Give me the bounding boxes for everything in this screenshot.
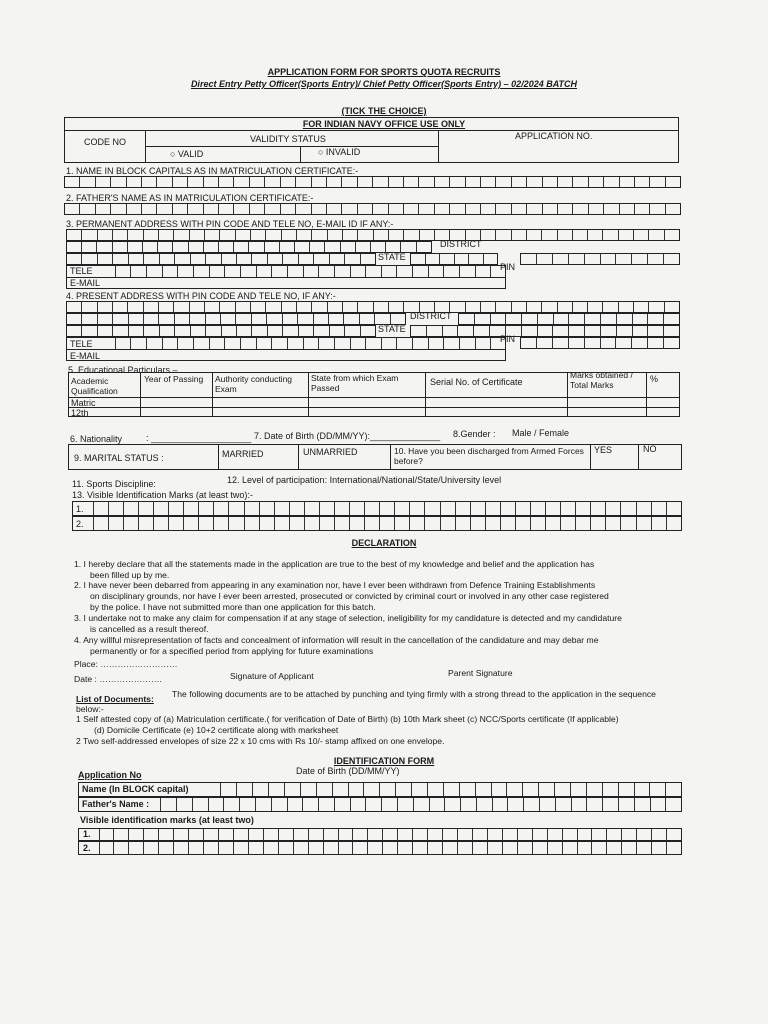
place-field[interactable]: Place: ………………………	[74, 659, 178, 669]
id-visible-marks-label: Visible identification marks (at least two)	[80, 815, 254, 825]
father-name-label: 2. FATHER'S NAME AS IN MATRICULATION CERTIFICATE:-	[66, 193, 314, 203]
present-address-label: 4. PRESENT ADDRESS WITH PIN CODE AND TELE NO, IF ANY:-	[66, 291, 336, 301]
father-name-boxes[interactable]	[64, 203, 681, 215]
pres-district-label: DISTRICT	[410, 311, 452, 321]
pres-pin-boxes[interactable]	[520, 337, 680, 349]
permanent-address-label: 3. PERMANENT ADDRESS WITH PIN CODE AND TELE NO, E-MAIL ID IF ANY:-	[66, 219, 394, 229]
marital-status-label: 9. MARITAL STATUS :	[74, 453, 164, 463]
perm-email-label: E-MAIL	[70, 278, 101, 288]
id-father-label: Father's Name :	[82, 799, 150, 809]
armed-no-option[interactable]: NO	[643, 444, 657, 454]
id-name-label: Name (In BLOCK capital)	[82, 784, 189, 794]
declaration-line-1: 1. I hereby declare that all the statements made in the application are true to the best of my knowledge and belief and the application has	[74, 559, 595, 569]
id-mark-1-boxes[interactable]	[78, 828, 682, 841]
perm-tele-label: TELE	[70, 266, 93, 276]
edu-header-marks: Marks obtained / Total Marks	[570, 370, 633, 390]
name-label: 1. NAME IN BLOCK CAPITALS AS IN MATRICULATION CERTIFICATE:-	[66, 166, 359, 176]
pres-state-boxes[interactable]	[410, 325, 680, 337]
edu-header-state: State from which Exam Passed	[311, 373, 399, 393]
pres-address-row-3[interactable]	[66, 325, 376, 337]
applicant-signature-label: Signature of Applicant	[230, 671, 314, 681]
pres-email-label: E-MAIL	[70, 351, 101, 361]
sports-discipline-label[interactable]: 11. Sports Discipline:	[72, 479, 156, 489]
name-boxes[interactable]	[64, 176, 681, 188]
edu-row-12th: 12th	[71, 408, 89, 418]
edu-row-matric: Matric	[71, 398, 96, 408]
documents-title: List of Documents:	[76, 694, 154, 704]
document-item-1b: (d) Domicile Certificate (e) 10+2 certificate along with marksheet	[94, 725, 339, 735]
valid-option[interactable]: ○ VALID	[170, 149, 204, 159]
pres-pin-label: PIN	[500, 334, 516, 344]
pres-tele-label: TELE	[70, 339, 93, 349]
declaration-line-6: 3. I undertake not to make any claim for compensation if at any stage of selection, ineligibility for my candidature is detected and my candidature	[74, 613, 622, 623]
id-mark-2-label: 2.	[83, 843, 91, 853]
visible-mark-1-boxes[interactable]	[72, 501, 682, 516]
declaration-line-7: is cancelled as a result thereof.	[90, 624, 209, 634]
declaration-line-4: on disciplinary grounds, nor have I ever been arrested, prosecuted or convicted by criminal court or involved in any other case registered	[90, 591, 609, 601]
form-subtitle: Direct Entry Petty Officer(Sports Entry)/ Chief Petty Officer(Sports Entry) – 02/2024 BATCH	[190, 79, 578, 89]
perm-tele-boxes[interactable]	[100, 265, 506, 277]
id-father-name-boxes[interactable]	[78, 797, 682, 812]
edu-header-serial: Serial No. of Certificate	[430, 377, 523, 387]
declaration-line-8: 4. Any willful misrepresentation of facts and concealment of information will result in the cancellation of the candidature and may debar me	[74, 635, 599, 645]
invalid-option[interactable]: ○ INVALID	[318, 147, 361, 157]
documents-below: below:-	[76, 704, 104, 714]
application-no-label: APPLICATION NO.	[515, 131, 593, 141]
validity-status-label: VALIDITY STATUS	[250, 134, 326, 144]
perm-state-label: STATE	[378, 252, 406, 262]
document-item-1: 1 Self attested copy of (a) Matriculation certificate.( for verification of Date of Birth) (b) 10th Mark sheet (c) NCC/Sports certificate (If applicable)	[76, 714, 619, 724]
armed-yes-option[interactable]: YES	[594, 445, 613, 455]
pres-address-row-1[interactable]	[66, 301, 680, 313]
visible-mark-1-label: 1.	[76, 504, 84, 514]
perm-address-row-3[interactable]	[66, 253, 376, 265]
gender-label: 8.Gender :	[453, 429, 496, 439]
perm-pin-label: PIN	[500, 262, 516, 272]
nationality-label: 6. Nationality	[70, 434, 123, 444]
dob-label[interactable]: 7. Date of Birth (DD/MM/YY):______________	[254, 431, 441, 441]
office-use-title: FOR INDIAN NAVY OFFICE USE ONLY	[302, 119, 466, 129]
code-no-label: CODE NO	[84, 137, 127, 147]
declaration-line-5: by the police. I have not submitted more than one application for this batch.	[90, 602, 376, 612]
date-field[interactable]: Date : ………………….	[74, 674, 162, 684]
identification-title: IDENTIFICATION FORM	[333, 756, 435, 766]
id-mark-1-label: 1.	[83, 829, 91, 839]
parent-signature-label: Parent Signature	[448, 668, 513, 678]
id-dob-label: Date of Birth (DD/MM/YY)	[296, 766, 400, 776]
visible-mark-2-boxes[interactable]	[72, 516, 682, 531]
pres-district-boxes[interactable]	[458, 313, 680, 325]
perm-district-label: DISTRICT	[440, 239, 482, 249]
education-title: 5. Educational Particulars –	[68, 365, 178, 375]
pres-address-row-2[interactable]	[66, 313, 406, 325]
married-option[interactable]: MARRIED	[222, 449, 264, 459]
perm-address-row-1[interactable]	[66, 229, 680, 241]
armed-forces-question: 10. Have you been discharged from Armed Forces before?	[394, 446, 584, 466]
declaration-line-3: 2. I have never been debarred from appearing in any examination nor, have I ever been withdrawn from Defence Training Establishments	[74, 580, 596, 590]
perm-state-boxes[interactable]	[410, 253, 498, 265]
gender-options[interactable]: Male / Female	[512, 428, 570, 438]
tick-choice-label: (TICK THE CHOICE)	[341, 106, 427, 116]
pres-tele-boxes[interactable]	[100, 337, 506, 349]
edu-header-qualification: Academic Qualification	[71, 376, 118, 396]
nationality-input[interactable]: : ____________________	[146, 433, 252, 443]
id-application-no-label: Application No	[78, 770, 142, 780]
declaration-line-2: been filled up by me.	[90, 570, 170, 580]
documents-intro: The following documents are to be attached by punching and tying firmly with a strong thread to the application in the sequence	[172, 689, 656, 699]
perm-pin-boxes[interactable]	[520, 253, 680, 265]
edu-header-authority: Authority conducting Exam	[215, 374, 293, 394]
edu-header-percent: %	[650, 374, 659, 384]
unmarried-option[interactable]: UNMARRIED	[303, 447, 358, 457]
visible-mark-2-label: 2.	[76, 519, 84, 529]
edu-header-year: Year of Passing	[144, 374, 204, 384]
participation-level-label[interactable]: 12. Level of participation: International/National/State/University level	[227, 475, 502, 485]
document-item-2: 2 Two self-addressed envelopes of size 22 x 10 cms with Rs 10/- stamp affixed on one envelope.	[76, 736, 445, 746]
declaration-title: DECLARATION	[351, 538, 417, 548]
pres-state-label: STATE	[378, 324, 406, 334]
declaration-line-9: permanently or for a specified period from applying for future examinations	[90, 646, 374, 656]
form-title: APPLICATION FORM FOR SPORTS QUOTA RECRUITS	[267, 67, 501, 77]
id-mark-2-boxes[interactable]	[78, 841, 682, 855]
visible-marks-label: 13. Visible Identification Marks (at least two):-	[72, 490, 253, 500]
